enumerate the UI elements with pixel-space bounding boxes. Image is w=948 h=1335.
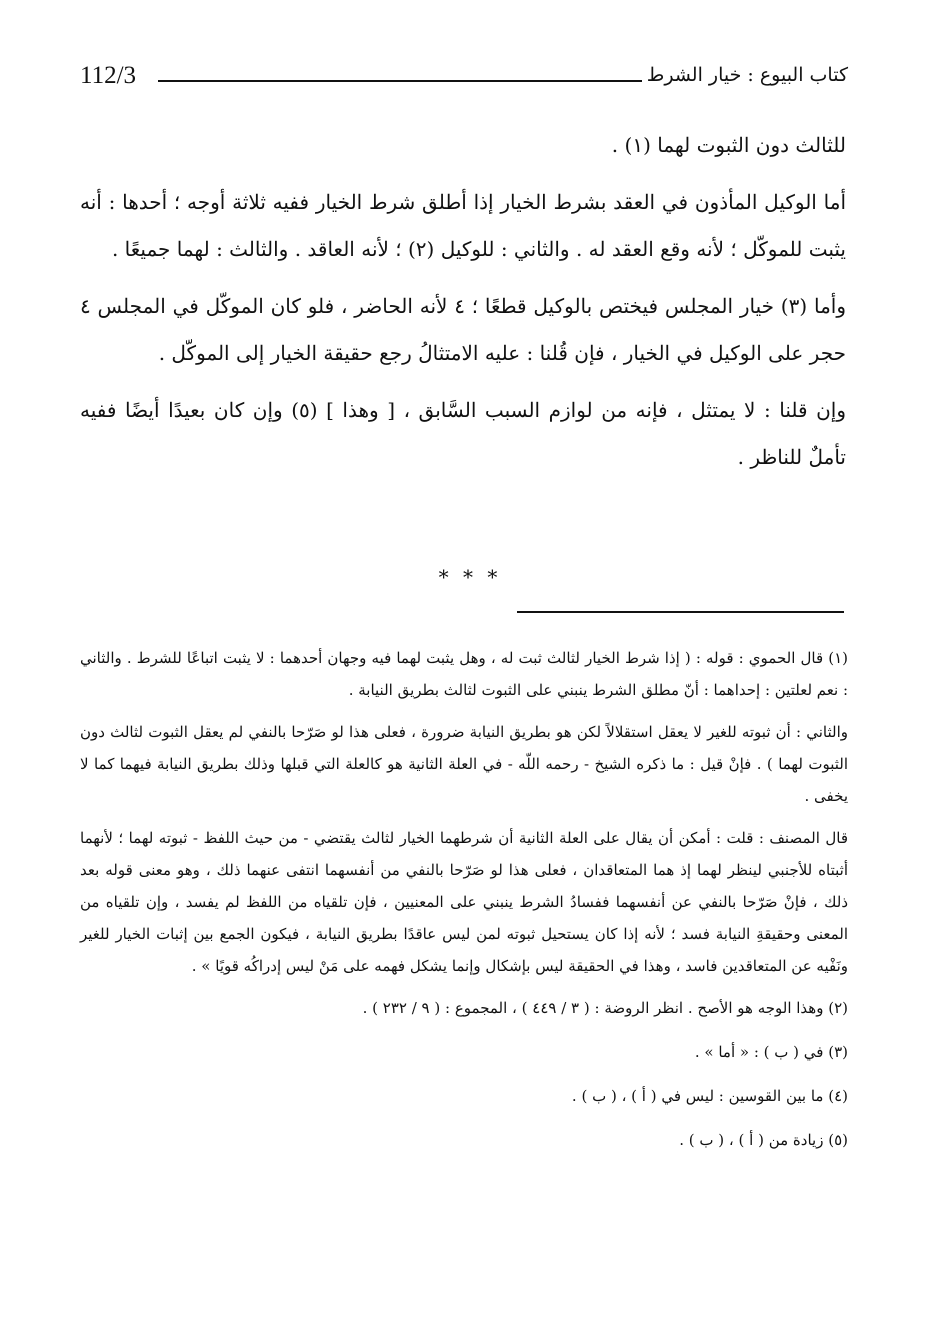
footnote-5: (٥) زيادة من ( أ ) ، ( ب ) .: [679, 1131, 848, 1149]
body-paragraph: وأما (٣) خيار المجلس فيختص بالوكيل قطعًا ؛ ٤ لأنه الحاضر ، فلو كان الموكّل في المجلس ٤ حجر على الوكيل في الخيار ، فإن قُلنا : عليه الامتثالُ رجع حقيقة الخيار إلى الموكّل .: [80, 294, 846, 365]
running-title: كتاب البيوع : خيار الشرط: [646, 64, 848, 86]
footnote-1-continued: والثاني : أن ثبوته للغير لا يعقل استقلالاً لكن هو بطريق النيابة ضرورة ، فعلى هذا لو صَرّحا بالنفي لم يعقل الثبوت لثالث دون الثبوت لهما ) . فإنْ قيل : ما ذكره الشيخ - رحمه اللّه - في العلة الثانية هو كالعلة التي قبلها وذلك بطريق النيابة فيهما كما لا يخفى .: [80, 723, 848, 805]
footnote-1: (١) قال الحموي : قوله : ( إذا شرط الخيار لثالث ثبت له ، وهل يثبت لهما فيه وجهان أحدهما : لا يثبت اتباعًا للشرط . والثاني : نعم لعلتين : إحداهما : أنّ مطلق الشرط ينبني على الثبوت لثالث بطريق النيابة .: [80, 649, 848, 699]
page-header: [80, 60, 848, 100]
footnote-2: (٢) وهذا الوجه هو الأصح . انظر الروضة : ( ٣ / ٤٤٩ ) ، المجموع : ( ٩ / ٢٣٢ ) .: [362, 999, 848, 1017]
footnote-3: (٣) في ( ب ) : « أما » .: [694, 1043, 848, 1061]
footnote-1-author-note: قال المصنف : قلت : أمكن أن يقال على العلة الثانية أن شرطهما الخيار لثالث يقتضي - من حيث اللفظ - ثبوته لهما ؛ لأنهما أثبتاه للأجنبي لينظر لهما إذ هما المتعاقدان ، فعلى هذا لو صَرّحا بالنفي من أنفسهما انتفى عنهما ذلك ، وهو معنى قوله بعد ذلك ، فإنْ صَرّحا بالنفي عن أنفسهما ففسادُ الشرط ينبني على المعنيين ، فإن تلقياه من اللفظ لم يفسد ، وإن تلقياه من المعنى وحقيقةِ النيابة فسد ؛ لأنه إذا كان يستحيل ثبوته لمن ليس عاقدًا بطريق النيابة ، فيكون الجمع بين إثبات الخيار للغير ونَفْيه عن المتعاقدين فاسد ، وهذا في الحقيقة ليس بإشكال وإنما يشكل فهمه على مَنْ ليس إدراكُه قويًا » .: [80, 829, 848, 975]
main-text: [80, 122, 846, 481]
footnotes: [80, 642, 848, 1158]
footnote-4: (٤) ما بين القوسين : ليس في ( أ ) ، ( ب ) .: [571, 1087, 848, 1105]
body-paragraph: أما الوكيل المأذون في العقد بشرط الخيار إذا أطلق شرط الخيار ففيه ثلاثة أوجه ؛ أحدها : أنه يثبت للموكّل ؛ لأنه وقع العقد له . والثاني : للوكيل (٢) ؛ لأنه العاقد . والثالث : لهما جميعًا .: [80, 190, 846, 261]
footnote-rule: [517, 611, 844, 613]
page-number: 112/3: [80, 62, 137, 89]
header-rule: [158, 80, 642, 82]
body-paragraph: وإن قلنا : لا يمتثل ، فإنه من لوازم السبب السَّابق ، [ وهذا ] (٥) وإن كان بعيدًا أيضًا ففيه تأملٌ للناظر .: [80, 398, 846, 469]
section-separator: * * *: [438, 565, 502, 589]
body-paragraph: للثالث دون الثبوت لهما (١) .: [611, 133, 846, 157]
